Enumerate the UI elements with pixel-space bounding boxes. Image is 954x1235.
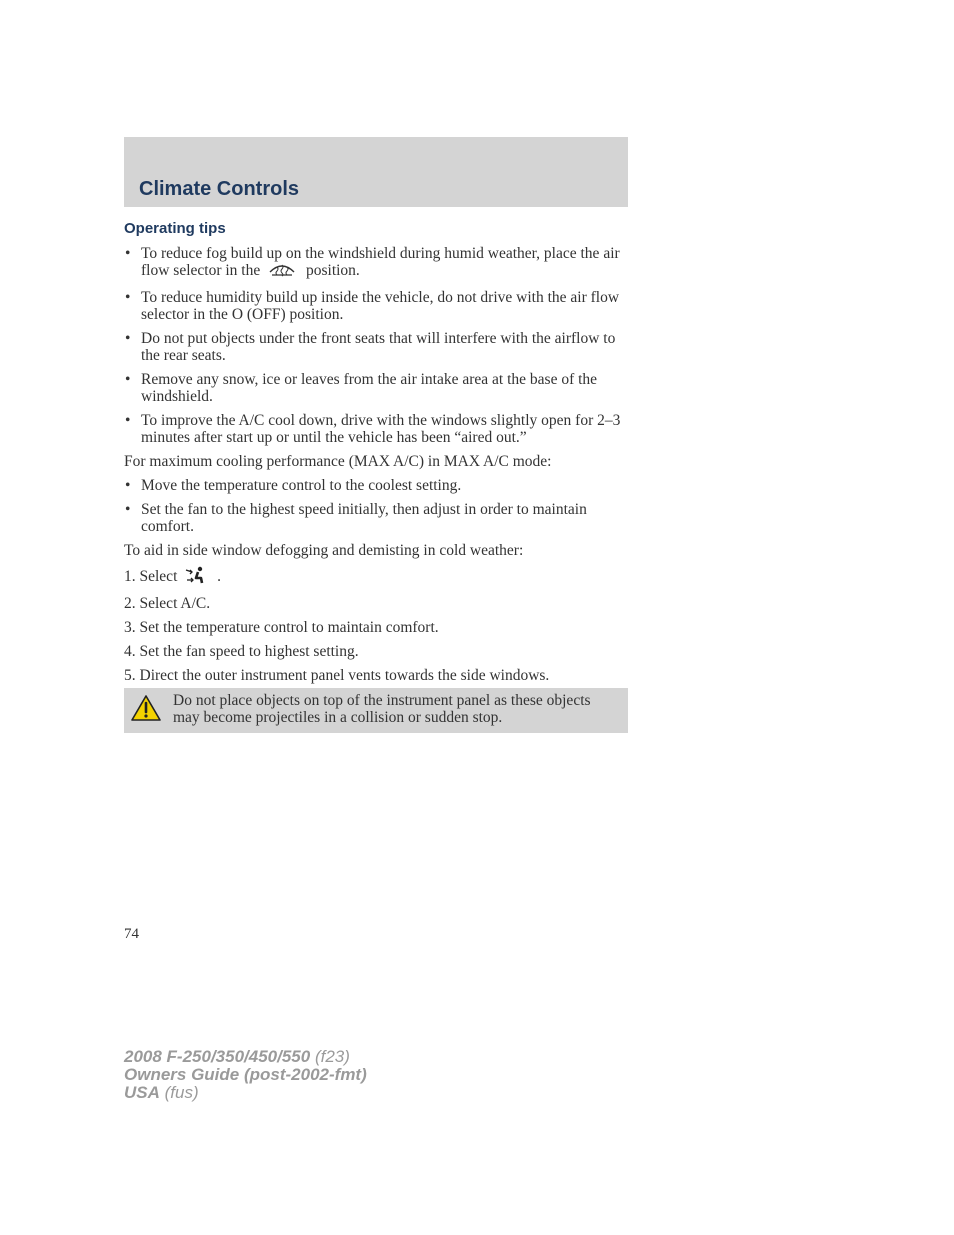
list-item xyxy=(124,330,628,364)
tip-text: To reduce humidity build up inside the vehicle, do not drive with the air flow selector in the O (OFF) position. xyxy=(141,289,620,323)
step-item: 2. Select A/C. xyxy=(124,595,211,612)
max-ac-tip-text: Move the temperature control to the coolest setting. xyxy=(141,477,462,494)
list-item xyxy=(124,501,628,535)
subheading-operating-tips: Operating tips xyxy=(124,220,226,237)
tip-text: To reduce fog build up on the windshield during humid weather, place the air flow selector in the xyxy=(141,245,620,279)
warning-box xyxy=(124,688,628,733)
page-title: Climate Controls xyxy=(139,178,300,200)
footer-line-2: Owners Guide (post-2002-fmt) xyxy=(124,1065,367,1084)
max-ac-list xyxy=(124,477,628,535)
step-text-after: . xyxy=(217,568,221,585)
warning-triangle-icon xyxy=(130,694,162,727)
footer-model: 2008 F-250/350/450/550 xyxy=(124,1047,311,1066)
list-item xyxy=(124,412,628,446)
bullet-icon: • xyxy=(125,289,131,306)
floor-panel-airflow-icon xyxy=(185,566,207,588)
main-content xyxy=(124,220,628,691)
operating-tips-list xyxy=(124,245,628,446)
bullet-icon: • xyxy=(125,371,131,388)
tip-text: Remove any snow, ice or leaves from the air intake area at the base of the windshield. xyxy=(141,371,598,405)
footer-line-3 xyxy=(124,1084,367,1102)
defog-steps-list xyxy=(124,566,628,684)
tip-text: To improve the A/C cool down, drive with the windows slightly open for 2–3 minutes after start up or until the vehicle has been “aired out.” xyxy=(141,412,621,446)
footer-model-code: (f23) xyxy=(314,1047,350,1066)
list-item xyxy=(124,371,628,405)
bullet-icon: • xyxy=(125,330,131,347)
list-item xyxy=(124,245,628,282)
footer-line-1 xyxy=(124,1048,367,1066)
tip-text-after: position. xyxy=(305,262,360,279)
step-item: 3. Set the temperature control to maintain comfort. xyxy=(124,619,439,636)
footer-market-code: (fus) xyxy=(164,1083,199,1102)
list-item xyxy=(124,289,628,323)
warning-text: Do not place objects on top of the instrument panel as these objects may become projectiles in a collision or sudden stop. xyxy=(173,692,591,726)
step-item: 5. Direct the outer instrument panel vents towards the side windows. xyxy=(124,667,550,684)
max-ac-tip-text: Set the fan to the highest speed initially, then adjust in order to maintain comfort. xyxy=(141,501,587,535)
list-item xyxy=(124,477,628,494)
document-footer xyxy=(124,1048,367,1102)
max-ac-intro: For maximum cooling performance (MAX A/C) in MAX A/C mode: xyxy=(124,453,552,470)
tip-text: Do not put objects under the front seats that will interfere with the airflow to the rear seats. xyxy=(141,330,616,364)
bullet-icon: • xyxy=(125,412,131,429)
bullet-icon: • xyxy=(125,477,131,494)
step-item xyxy=(124,566,628,588)
page-number: 74 xyxy=(124,926,139,942)
step-item: 4. Set the fan speed to highest setting. xyxy=(124,643,359,660)
defrost-icon xyxy=(268,262,296,282)
footer-market: USA xyxy=(124,1083,160,1102)
section-header-band xyxy=(124,137,628,207)
step-text: 1. Select xyxy=(124,568,178,585)
defog-intro: To aid in side window defogging and demisting in cold weather: xyxy=(124,542,524,559)
bullet-icon: • xyxy=(125,245,131,262)
bullet-icon: • xyxy=(125,501,131,518)
